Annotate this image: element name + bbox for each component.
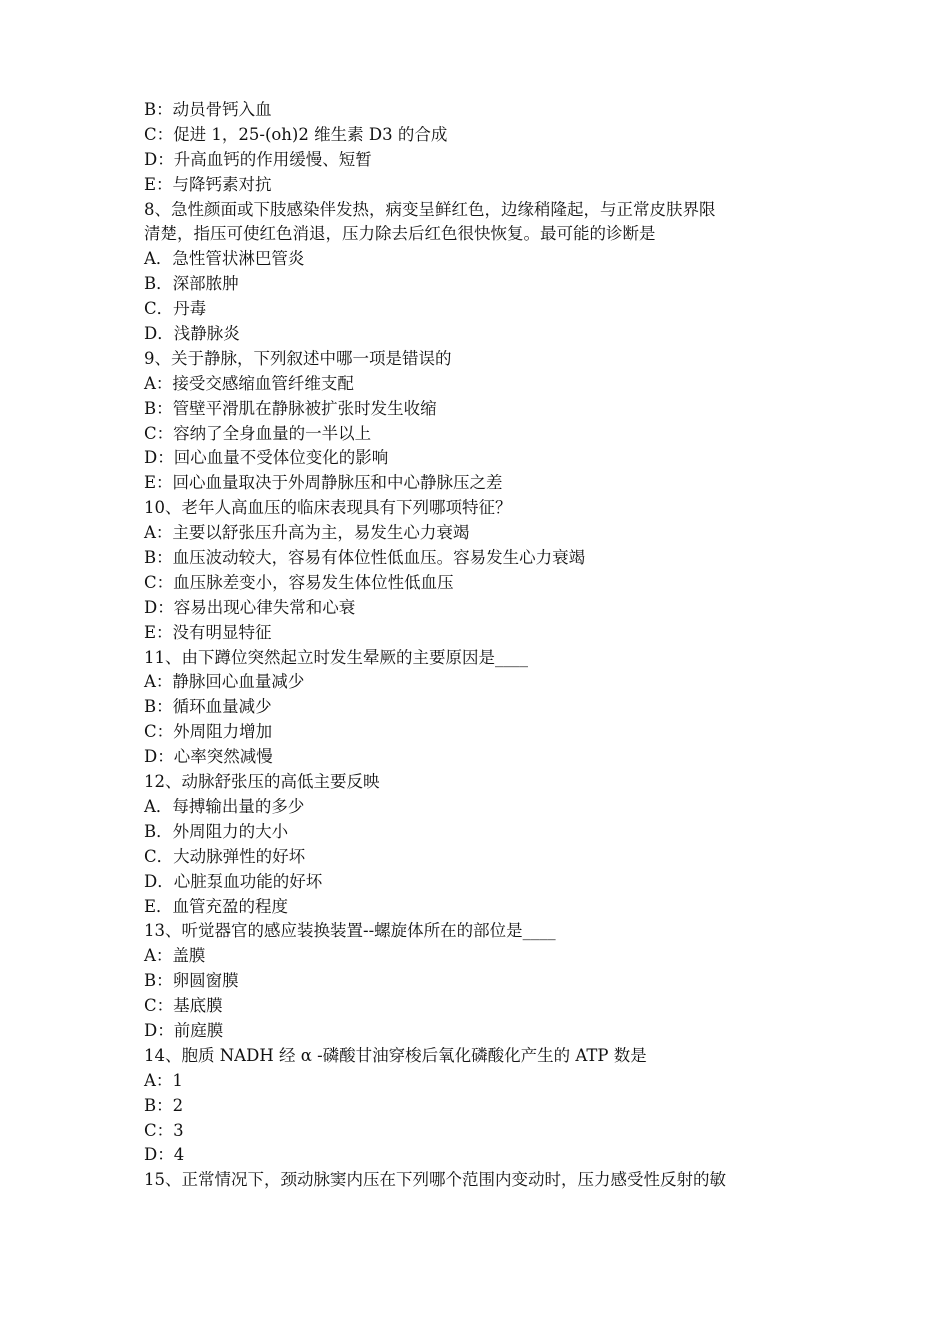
answer-option: C：容纳了全身血量的一半以上 (144, 423, 372, 443)
answer-option: D．心脏泵血功能的好坏 (144, 871, 323, 891)
answer-option: D：回心血量不受体位变化的影响 (144, 448, 389, 468)
answer-option: C：促进 1，25-(oh)2 维生素 D3 的合成 (144, 124, 448, 144)
answer-option: C：外周阻力增加 (144, 722, 273, 742)
question-text: 11、由下蹲位突然起立时发生晕厥的主要原因是____ (144, 647, 528, 667)
answer-option: A：盖膜 (144, 946, 206, 966)
answer-option: C：基底膜 (144, 996, 223, 1016)
answer-option: E：与降钙素对抗 (144, 174, 272, 194)
answer-option: D：升高血钙的作用缓慢、短暂 (144, 149, 372, 169)
question-text: 13、听觉器官的感应装换装置--螺旋体所在的部位是____ (144, 921, 556, 941)
answer-option: C：3 (144, 1120, 184, 1140)
answer-option: D．浅静脉炎 (144, 324, 240, 344)
answer-option: E．血管充盈的程度 (144, 896, 289, 916)
answer-option: B：2 (144, 1095, 184, 1115)
answer-option: D：容易出现心律失常和心衰 (144, 597, 356, 617)
answer-option: B．外周阻力的大小 (144, 821, 289, 841)
answer-option: E：回心血量取决于外周静脉压和中心静脉压之差 (144, 473, 503, 493)
answer-option: C：血压脉差变小，容易发生体位性低血压 (144, 572, 454, 592)
answer-option: A：主要以舒张压升高为主，易发生心力衰竭 (144, 523, 470, 543)
answer-option: D：心率突然减慢 (144, 747, 273, 767)
answer-option: A．每搏输出量的多少 (144, 796, 305, 816)
answer-option: B：动员骨钙入血 (144, 100, 272, 119)
question-text: 12、动脉舒张压的高低主要反映 (144, 772, 380, 792)
question-text: 14、胞质 NADH 经 α -磷酸甘油穿梭后氧化磷酸化产生的 ATP 数是 (144, 1045, 647, 1065)
answer-option: B：卵圆窗膜 (144, 971, 239, 991)
question-text: 8、急性颜面或下肢感染伴发热，病变呈鲜红色，边缘稍隆起，与正常皮肤界限 (144, 199, 716, 219)
answer-option: C．大动脉弹性的好坏 (144, 846, 306, 866)
question-text: 清楚，指压可使红色消退，压力除去后红色很快恢复。最可能的诊断是 (144, 224, 656, 244)
answer-option: B．深部脓肿 (144, 274, 239, 294)
document-page (144, 98, 824, 1193)
answer-option: A：静脉回心血量减少 (144, 672, 305, 692)
answer-option: E：没有明显特征 (144, 622, 272, 642)
answer-option: A：1 (144, 1070, 183, 1090)
answer-option: C．丹毒 (144, 299, 207, 319)
question-text: 9、关于静脉，下列叙述中哪一项是错误的 (144, 348, 452, 368)
answer-option: B：血压波动较大，容易有体位性低血压。容易发生心力衰竭 (144, 548, 586, 568)
answer-option: D：前庭膜 (144, 1020, 224, 1040)
answer-option: D：4 (144, 1145, 185, 1165)
question-text: 15、正常情况下，颈动脉窦内压在下列哪个范围内变动时，压力感受性反射的敏 (144, 1170, 726, 1190)
question-text: 10、老年人高血压的临床表现具有下列哪项特征？ (144, 498, 512, 518)
answer-option: A．急性管状淋巴管炎 (144, 249, 305, 269)
answer-option: A：接受交感缩血管纤维支配 (144, 373, 354, 393)
answer-option: B：循环血量减少 (144, 697, 272, 717)
answer-option: B：管壁平滑肌在静脉被扩张时发生收缩 (144, 398, 437, 418)
